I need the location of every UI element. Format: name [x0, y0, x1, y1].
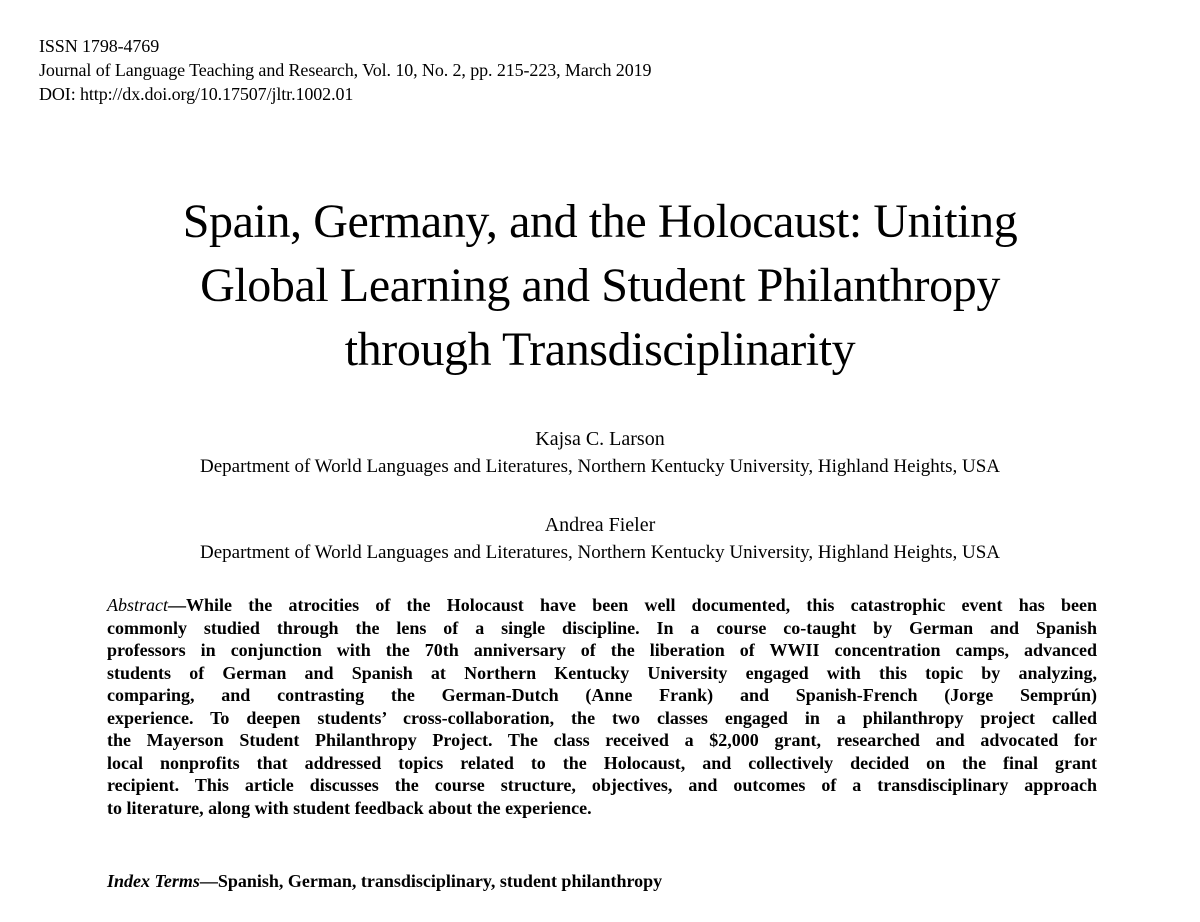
abstract-line — [107, 594, 1097, 617]
title-line: Spain, Germany, and the Holocaust: Uniting — [182, 195, 1018, 248]
abstract-line: professors in conjunction with the 70th anniversary of the liberation of WWII concentration camps, advanced — [107, 640, 1097, 660]
doi: DOI: http://dx.doi.org/10.17507/jltr.1002.01 — [39, 84, 354, 104]
index-terms-label: Index Terms — [107, 871, 200, 891]
author-name: Andrea Fieler — [544, 514, 656, 536]
abstract-line: students of German and Spanish at Northern Kentucky University engaged with this topic by analyzing, — [107, 662, 1097, 683]
title-line: Global Learning and Student Philanthropy — [200, 259, 1000, 312]
abstract-line: local nonprofits that addressed topics related to the Holocaust, and collectively decided on the final grant — [107, 752, 1097, 773]
paper-title — [20, 190, 1180, 382]
abstract-line: comparing, and contrasting the German-Dutch (Anne Frank) and Spanish-French (Jorge Semprún) — [107, 685, 1097, 705]
index-terms-text: —Spanish, German, transdisciplinary, student philanthropy — [199, 871, 663, 891]
issn: ISSN 1798-4769 — [39, 36, 160, 56]
abstract-line: recipient. This article discusses the course structure, objectives, and outcomes of a transdisciplinary approach — [107, 775, 1097, 795]
author-affiliation: Department of World Languages and Literatures, Northern Kentucky University, Highland Heights, USA — [200, 456, 1000, 477]
title-line: through Transdisciplinarity — [344, 323, 856, 376]
author-affiliation: Department of World Languages and Literatures, Northern Kentucky University, Highland Heights, USA — [200, 542, 1000, 563]
abstract-line: the Mayerson Student Philanthropy Project. The class received a $2,000 grant, researched and advocated for — [107, 730, 1097, 750]
author-name: Kajsa C. Larson — [535, 428, 665, 450]
author-block — [20, 512, 1180, 566]
abstract-line: commonly studied through the lens of a single discipline. In a course co-taught by German and Spanish — [107, 617, 1097, 638]
author-block — [20, 426, 1180, 480]
abstract-text: —While the atrocities of the Holocaust have been well documented, this catastrophic event has been — [168, 595, 1097, 615]
index-terms — [107, 869, 662, 893]
abstract-label: Abstract — [107, 595, 168, 615]
abstract-line: to literature, along with student feedback about the experience. — [107, 797, 592, 818]
journal-header — [39, 34, 651, 106]
abstract-line: experience. To deepen students’ cross-collaboration, the two classes engaged in a philanthropy project called — [107, 707, 1097, 728]
journal-citation: Journal of Language Teaching and Research, Vol. 10, No. 2, pp. 215-223, March 2019 — [39, 60, 652, 80]
abstract — [107, 594, 1097, 819]
